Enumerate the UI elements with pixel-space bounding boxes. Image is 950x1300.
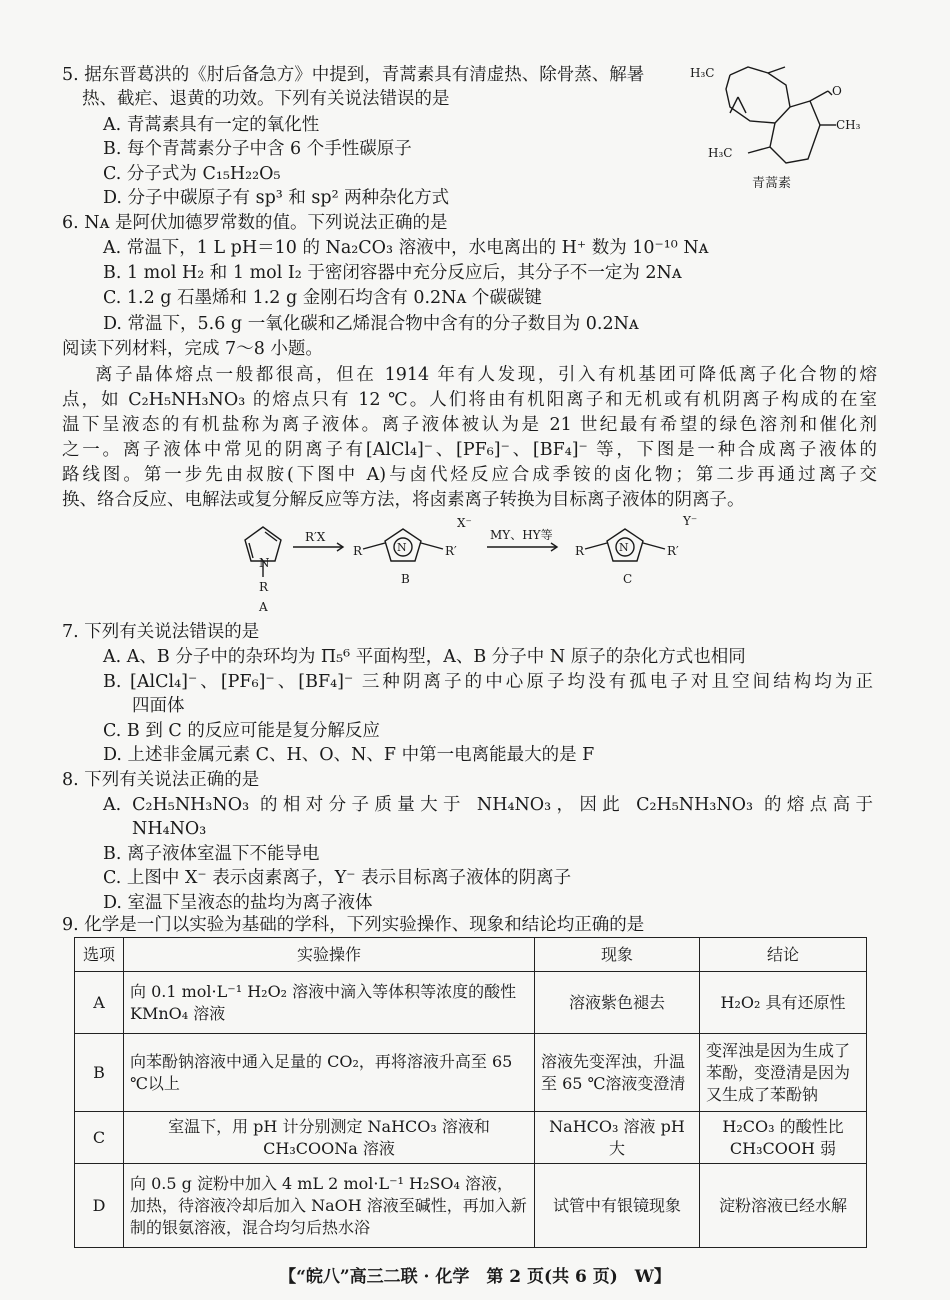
table-cell-operation: 向苯酚钠溶液中通入足量的 CO₂，再将溶液升高至 65 ℃以上	[124, 1034, 535, 1112]
q7-option-a: A. A、B 分子中的杂环均为 Π₅⁶ 平面构型，A、B 分子中 N 原子的杂化方式也相同	[103, 647, 746, 667]
table-cell-conclusion: 变浑浊是因为生成了苯酚，变澄清是因为又生成了苯酚钠	[700, 1034, 867, 1112]
scheme-reagent-1: R′X	[305, 530, 326, 544]
q6-option-c: C. 1.2 g 石墨烯和 1.2 g 金刚石均含有 0.2Nᴀ 个碳碳键	[103, 288, 542, 308]
table-cell-option: C	[75, 1112, 124, 1164]
q7-option-b-line2: 四面体	[132, 696, 185, 716]
q8-stem: 8. 下列有关说法正确的是	[62, 770, 260, 790]
table-cell-conclusion: 淀粉溶液已经水解	[700, 1164, 867, 1248]
table-header-cell: 选项	[75, 938, 124, 972]
passage-intro: 阅读下列材料，完成 7～8 小题。	[62, 339, 323, 359]
q9-table	[74, 937, 867, 1248]
page-footer: 【“皖八”高三二联 · 化学 第 2 页(共 6 页) W】	[279, 1267, 671, 1287]
q8-option-b: B. 离子液体室温下不能导电	[103, 844, 320, 864]
synthesis-scheme	[225, 515, 745, 615]
scheme-label-a: A	[259, 600, 268, 614]
scheme-label-c: C	[623, 572, 633, 586]
table-cell-phenomenon: 试管中有银镜现象	[535, 1164, 700, 1248]
scheme-c-n-plus: N	[619, 541, 629, 554]
q8-option-c: C. 上图中 X⁻ 表示卤素离子，Y⁻ 表示目标离子液体的阴离子	[103, 868, 572, 888]
q5-stem-line1: 5. 据东晋葛洪的《肘后备急方》中提到，青蒿素具有清虚热、除骨蒸、解暑	[62, 65, 645, 85]
artemisinin-name: 青蒿素	[752, 176, 792, 191]
q6-option-b: B. 1 mol H₂ 和 1 mol I₂ 于密闭容器中充分反应后，其分子不一定为 2Nᴀ	[103, 263, 682, 283]
table-header-cell: 现象	[535, 938, 700, 972]
q5-option-c: C. 分子式为 C₁₅H₂₂O₅	[103, 164, 281, 184]
q9-stem: 9. 化学是一门以实验为基础的学科，下列实验操作、现象和结论均正确的是	[62, 915, 645, 935]
passage-line-2: 点，如 C₂H₅NH₃NO₃ 的熔点只有 12 ℃。人们将由有机阳离子和无机或有机阴离子构成的在室	[62, 390, 877, 410]
scheme-c-r: R	[575, 544, 585, 558]
table-cell-phenomenon: NaHCO₃ 溶液 pH 大	[535, 1112, 700, 1164]
passage-line-3: 温下呈液态的有机盐称为离子液体。离子液体被认为是 21 世纪最有希望的绿色溶剂和催化剂	[62, 415, 877, 435]
table-row	[75, 972, 867, 1034]
q6-option-a: A. 常温下，1 L pH＝10 的 Na₂CO₃ 溶液中，水电离出的 H⁺ 数为 10⁻¹⁰ Nᴀ	[103, 238, 709, 258]
table-cell-phenomenon: 溶液先变浑浊，升温至 65 ℃溶液变澄清	[535, 1034, 700, 1112]
table-row	[75, 1112, 867, 1164]
scheme-b-n-plus: N	[397, 541, 407, 554]
artemisinin-label-ch3: CH₃	[836, 118, 861, 132]
q8-option-d: D. 室温下呈液态的盐均为离子液体	[103, 893, 373, 913]
q6-option-d: D. 常温下，5.6 g 一氧化碳和乙烯混合物中含有的分子数目为 0.2Nᴀ	[103, 314, 639, 334]
scheme-b-r-prime: R′	[445, 544, 457, 558]
artemisinin-structure	[690, 55, 890, 195]
passage-line-4: 之一。离子液体中常见的阴离子有[AlCl₄]⁻、[PF₆]⁻、[BF₄]⁻ 等，下图是一种合成离子液体的	[62, 440, 877, 460]
artemisinin-label-h3c-top: H₃C	[690, 66, 715, 80]
table-cell-operation: 向 0.1 mol·L⁻¹ H₂O₂ 溶液中滴入等体积等浓度的酸性 KMnO₄ 溶液	[124, 972, 535, 1034]
q5-option-b: B. 每个青蒿素分子中含 6 个手性碳原子	[103, 139, 412, 159]
passage-line-5: 路线图。第一步先由叔胺(下图中 A)与卤代烃反应合成季铵的卤化物；第二步再通过离子交	[62, 465, 877, 485]
table-cell-conclusion: H₂O₂ 具有还原性	[700, 972, 867, 1034]
passage-line-6: 换、络合反应、电解法或复分解反应等方法，将卤素离子转换为目标离子液体的阴离子。	[62, 490, 745, 510]
q5-stem-line2: 热、截疟、退黄的功效。下列有关说法错误的是	[82, 89, 450, 109]
table-header-cell: 结论	[700, 938, 867, 972]
q6-stem: 6. Nᴀ 是阿伏加德罗常数的值。下列说法正确的是	[62, 213, 448, 233]
scheme-c-r-prime: R′	[667, 544, 679, 558]
scheme-a-n: N	[259, 556, 270, 570]
q8-option-a-line1: A. C₂H₅NH₃NO₃ 的相对分子质量大于 NH₄NO₃，因此 C₂H₅NH₃NO₃ 的熔点高于	[103, 795, 873, 815]
artemisinin-label-h3c-bottom: H₃C	[708, 146, 733, 160]
passage-line-1: 离子晶体熔点一般都很高，但在 1914 年有人发现，引入有机基团可降低离子化合物的熔	[95, 365, 877, 385]
table-row	[75, 1034, 867, 1112]
q7-option-b-line1: B. [AlCl₄]⁻、[PF₆]⁻、[BF₄]⁻ 三种阴离子的中心原子均没有孤电子对且空间结构均为正	[103, 672, 873, 692]
scheme-anion-x: X⁻	[457, 516, 472, 530]
table-cell-option: D	[75, 1164, 124, 1248]
q7-option-c: C. B 到 C 的反应可能是复分解反应	[103, 721, 380, 741]
scheme-b-r: R	[353, 544, 363, 558]
table-cell-operation: 向 0.5 g 淀粉中加入 4 mL 2 mol·L⁻¹ H₂SO₄ 溶液，加热，待溶液冷却后加入 NaOH 溶液至碱性，再加入新制的银氨溶液，混合均匀后热水浴	[124, 1164, 535, 1248]
scheme-reagent-2: MY、HY等	[490, 528, 553, 542]
q8-option-a-line2: NH₄NO₃	[132, 819, 207, 839]
q7-option-d: D. 上述非金属元素 C、H、O、N、F 中第一电离能最大的是 F	[103, 745, 595, 765]
table-row	[75, 1164, 867, 1248]
table-header-row	[75, 938, 867, 972]
table-cell-conclusion: H₂CO₃ 的酸性比 CH₃COOH 弱	[700, 1112, 867, 1164]
scheme-label-b: B	[401, 572, 410, 586]
table-cell-operation: 室温下，用 pH 计分别测定 NaHCO₃ 溶液和 CH₃COONa 溶液	[124, 1112, 535, 1164]
scheme-a-r: R	[259, 580, 269, 594]
table-cell-phenomenon: 溶液紫色褪去	[535, 972, 700, 1034]
q5-option-d: D. 分子中碳原子有 sp³ 和 sp² 两种杂化方式	[103, 188, 450, 208]
table-cell-option: B	[75, 1034, 124, 1112]
scheme-anion-y: Y⁻	[683, 515, 698, 528]
table-header-cell: 实验操作	[124, 938, 535, 972]
q7-stem: 7. 下列有关说法错误的是	[62, 622, 260, 642]
q5-option-a: A. 青蒿素具有一定的氧化性	[103, 115, 320, 135]
artemisinin-label-o: O	[832, 84, 842, 98]
table-cell-option: A	[75, 972, 124, 1034]
